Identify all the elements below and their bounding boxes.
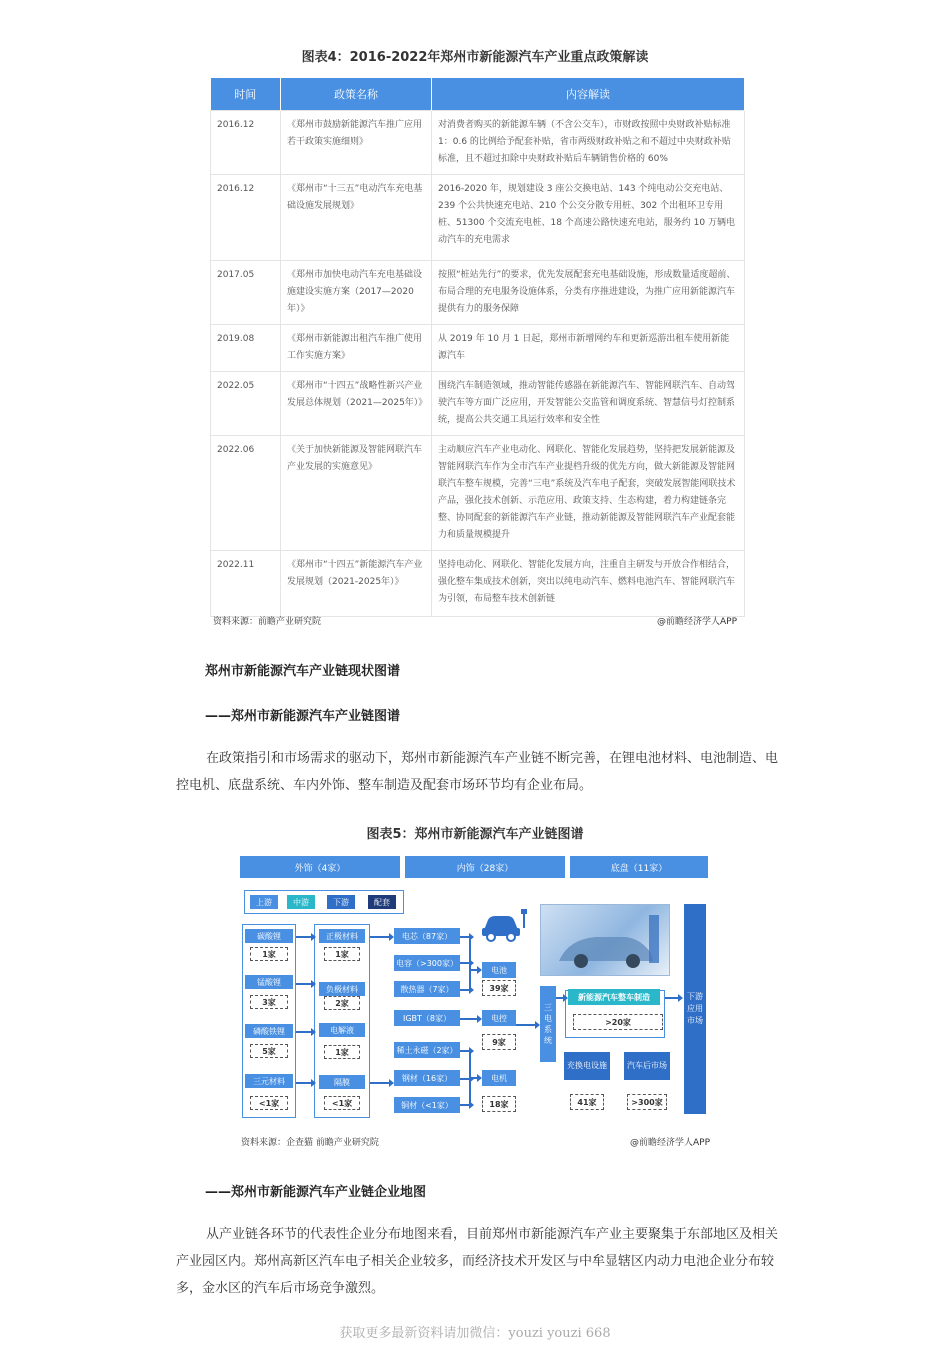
flow-arrow — [370, 936, 390, 938]
raw-count: <1家 — [250, 1096, 288, 1110]
flow-arrow — [516, 1024, 536, 1026]
cell-time: 2022.06 — [211, 435, 281, 550]
figure4-credit: @前瞻经济学人APP — [657, 617, 738, 627]
legend-supporting: 配套 — [368, 895, 396, 909]
raw-item: 碳酸锂 — [245, 929, 293, 943]
raw-count: 3家 — [250, 995, 288, 1009]
sub-heading-enterprise-map: ——郑州市新能源汽车产业链企业地图 — [205, 1185, 427, 1200]
flow-arrow — [460, 936, 470, 938]
aftermarket-count: >300家 — [627, 1094, 667, 1110]
legend-midstream: 中游 — [287, 895, 315, 909]
material-item: 电解液 — [319, 1023, 365, 1037]
material-count: <1家 — [324, 1096, 360, 1110]
flow-arrow — [469, 969, 478, 971]
flow-arrow — [556, 997, 564, 999]
paragraph-chain-intro: 在政策指引和市场需求的驱动下，郑州市新能源汽车产业链不断完善，在锂电池材料、电池制造、电控电机、底盘系统、车内外饰、整车制造及配套市场环节均有企业布局。 — [176, 751, 779, 793]
footer-note: 获取更多最新资料请加微信：youzi youzi 668 — [339, 1326, 611, 1341]
cell-content: 坚持电动化、网联化、智能化发展方向，注重自主研发与开放合作相结合，强化整车集成技术创新，突出以纯电动汽车、燃料电池汽车、智能网联汽车为引领，布局整车技术创新链 — [432, 550, 745, 616]
cell-content: 2016-2020 年，规划建设 3 座公交换电站、143 个纯电动公交充电站、239 个公共快速充电站、210 个公交分散专用桩、302 个出租环卫专用桩、51300 个交流充电桩、18 个高速公路快速充电站，服务约 10 万辆电动汽车的充电需求 — [432, 174, 745, 260]
cell-content: 主动顺应汽车产业电动化、网联化、智能化发展趋势，坚持把发展新能源及智能网联汽车作为全市汽车产业提档升级的优先方向，做大新能源及智能网联汽车整车规模，完善“三电”系统及汽车电子配套，突破发展智能网联技术产品，强化技术创新、示范应用、政策支持、生态构建，着力构建链条完整、协同配套的新能源汽车产业链，推动新能源及智能网联汽车产业配套能力和质量规模提升 — [432, 435, 745, 550]
raw-count: 1家 — [250, 947, 288, 961]
assembly-count: >20家 — [573, 1014, 663, 1030]
cell-time: 2016.12 — [211, 174, 281, 260]
figure4-source: 资料来源：前瞻产业研究院 — [213, 617, 322, 627]
raw-count: 5家 — [250, 1044, 288, 1058]
cell-time: 2022.05 — [211, 371, 281, 435]
cell-content: 从 2019 年 10 月 1 日起，郑州市新增网约车和更新巡游出租车使用新能源汽车 — [432, 324, 745, 371]
flow-arrow — [460, 962, 470, 964]
flow-arrow — [460, 989, 470, 991]
flow-arrow — [296, 1031, 312, 1033]
cell-policy: 《郑州市“十三五”电动汽车充电基础设施发展规划》 — [281, 174, 432, 260]
industry-chain-diagram — [240, 856, 710, 1121]
aftermarket: 汽车后市场 — [624, 1052, 670, 1080]
vehicle-assembly: 新能源汽车整车制造 — [568, 989, 660, 1005]
flow-arrow — [296, 983, 312, 985]
charging-facility: 充换电设施 — [564, 1052, 610, 1080]
cell-content: 围绕汽车制造领域，推动智能传感器在新能源汽车、智能网联汽车、自动驾驶汽车等方面广泛应用，开发智能公交监管和调度系统、智慧信号灯控制系统，提高公共交通工具运行效率和安全性 — [432, 371, 745, 435]
car-photo — [540, 904, 670, 976]
charging-count: 41家 — [570, 1094, 604, 1110]
cell-policy: 《郑州市“十四五”战略性新兴产业发展总体规划（2021—2025年）》 — [281, 371, 432, 435]
legend-upstream: 上游 — [250, 895, 278, 909]
cell-policy: 《郑州市加快电动汽车充电基础设施建设实施方案（2017—2020年）》 — [281, 260, 432, 324]
component-item: 钢材（16家） — [394, 1070, 460, 1086]
mid-item: 电机 — [482, 1070, 516, 1086]
raw-item: 磷酸铁锂 — [245, 1024, 293, 1038]
flow-arrow — [460, 1050, 470, 1052]
raw-item: 三元材料 — [245, 1074, 293, 1088]
flow-arrow — [460, 1104, 470, 1106]
mid-count: 39家 — [482, 980, 516, 996]
cell-time: 2016.12 — [211, 110, 281, 174]
table-row — [211, 260, 745, 324]
material-item: 正极材料 — [319, 929, 365, 943]
figure5-title: 图表5：郑州市新能源汽车产业链图谱 — [366, 827, 584, 842]
cell-policy: 《郑州市“十四五”新能源汽车产业发展规划（2021-2025年）》 — [281, 550, 432, 616]
downstream-market: 下游应用市场 — [684, 904, 706, 1114]
three-electric-system: 三电系统 — [540, 986, 556, 1062]
cell-policy: 《郑州市鼓励新能源汽车推广应用若干政策实施细则》 — [281, 110, 432, 174]
table-row — [211, 371, 745, 435]
table-row — [211, 324, 745, 371]
mid-count: 18家 — [482, 1096, 516, 1112]
flow-arrow — [460, 1018, 478, 1020]
component-item: 电容（>300家） — [394, 955, 460, 971]
component-item: 铜材（<1家） — [394, 1097, 460, 1113]
table-row — [211, 435, 745, 550]
table-row — [211, 174, 745, 260]
material-item: 负极材料 — [319, 982, 365, 996]
component-item: 散热器（7家） — [394, 981, 460, 997]
figure4-title: 图表4：2016-2022年郑州市新能源汽车产业重点政策解读 — [301, 50, 649, 65]
component-item: 稀土永磁（2家） — [394, 1042, 460, 1058]
cell-content: 按照“桩站先行”的要求，优先发展配套充电基础设施，形成数量适度超前、布局合理的充电服务设施体系，分类有序推进建设，为推广应用新能源汽车提供有力的服务保障 — [432, 260, 745, 324]
table-row — [211, 110, 745, 174]
component-item: IGBT（8家） — [394, 1010, 460, 1026]
section-heading: 郑州市新能源汽车产业链现状图谱 — [205, 664, 401, 679]
cell-policy: 《郑州市新能源出租汽车推广使用工作实施方案》 — [281, 324, 432, 371]
figure5-source: 资料来源：企查猫 前瞻产业研究院 — [241, 1138, 379, 1148]
cell-time: 2017.05 — [211, 260, 281, 324]
column-header-content: 内容解读 — [432, 78, 745, 110]
mid-count: 9家 — [482, 1034, 516, 1050]
cell-time: 2019.08 — [211, 324, 281, 371]
column-header-time: 时间 — [211, 78, 281, 110]
flow-arrow — [296, 936, 312, 938]
cell-policy: 《关于加快新能源及智能网联汽车产业发展的实施意见》 — [281, 435, 432, 550]
flow-arrow — [665, 997, 679, 999]
column-header-policy: 政策名称 — [281, 78, 432, 110]
component-item: 电芯（87家） — [394, 928, 460, 944]
material-item: 隔膜 — [319, 1075, 365, 1089]
mid-item: 电控 — [482, 1010, 516, 1026]
legend-downstream: 下游 — [327, 895, 355, 909]
cell-content: 对消费者购买的新能源车辆（不含公交车），市财政按照中央财政补贴标准 1：0.6 的比例给予配套补贴，省市两级财政补贴之和不超过中央财政补贴标准，且不超过扣除中央财政补贴后车辆销售价格的 60% — [432, 110, 745, 174]
table-row — [211, 550, 745, 616]
flow-arrow — [469, 1077, 478, 1079]
figure5-credit: @前瞻经济学人APP — [630, 1138, 711, 1148]
mid-item: 电池 — [482, 962, 516, 978]
material-count: 1家 — [324, 947, 360, 961]
material-count: 1家 — [324, 1045, 360, 1059]
flow-arrow — [296, 1082, 312, 1084]
material-count: 2家 — [324, 996, 360, 1010]
top-exterior: 外饰（4家） — [240, 856, 400, 878]
top-interior: 内饰（28家） — [405, 856, 565, 878]
sub-heading-chain-map: ——郑州市新能源汽车产业链图谱 — [205, 709, 401, 724]
flow-arrow — [370, 1082, 390, 1084]
paragraph-enterprise-distribution: 从产业链各环节的代表性企业分布地图来看，目前郑州市新能源汽车产业主要聚集于东部地区及相关产业园区内。郑州高新区汽车电子相关企业较多，而经济技术开发区与中牟显辖区内动力电池企业分布较多，金水区的汽车后市场竞争激烈。 — [176, 1227, 779, 1296]
electric-car-icon — [480, 908, 530, 942]
cell-time: 2022.11 — [211, 550, 281, 616]
raw-item: 锰酸锂 — [245, 975, 293, 989]
top-chassis: 底盘（11家） — [570, 856, 708, 878]
policy-table — [210, 78, 745, 617]
